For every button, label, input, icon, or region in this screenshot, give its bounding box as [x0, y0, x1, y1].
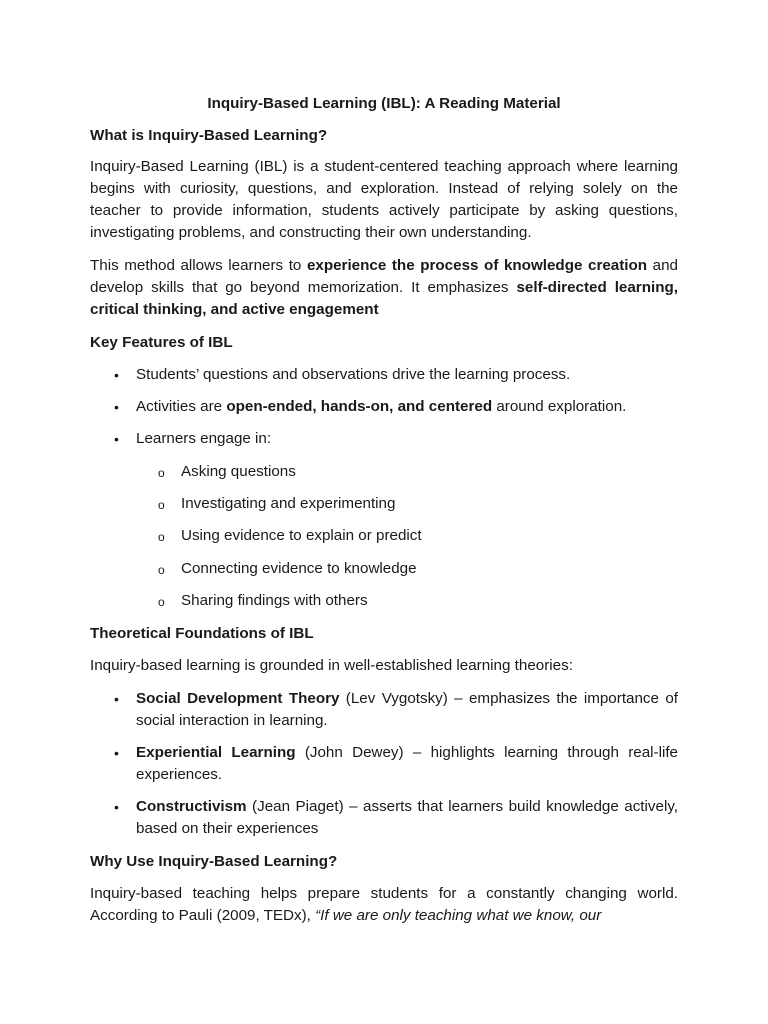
- section-heading-theoretical-foundations: Theoretical Foundations of IBL: [90, 625, 314, 642]
- text-run: (John Dewey) – highlights learning through real-life experiences.: [136, 744, 678, 783]
- paragraph-ibl-method: [90, 255, 678, 321]
- text-run: (Lev Vygotsky) – emphasizes the importance of social interaction in learning.: [136, 690, 678, 729]
- text-run: Activities are: [136, 398, 227, 415]
- section-heading-why-use-ibl: Why Use Inquiry-Based Learning?: [90, 853, 338, 870]
- list-item-text: Students’ questions and observations drive the learning process.: [136, 366, 571, 383]
- paragraph-ibl-definition: Inquiry-Based Learning (IBL) is a student-centered teaching approach where learning begins with curiosity, questions, and exploration. Instead of relying solely on the teacher to provide information, students actively participate by asking questions, investigating problems, and constructing their own understanding.: [90, 158, 678, 241]
- bullet-icon: •: [114, 799, 119, 815]
- list-item: [114, 796, 678, 840]
- text-run: (Jean Piaget) – asserts that learners build knowledge actively, based on their experiences: [136, 798, 678, 837]
- section-heading-what-is-ibl: What is Inquiry-Based Learning?: [90, 127, 328, 144]
- sub-bullet-icon: o: [158, 498, 165, 512]
- sub-list-item: [158, 525, 671, 547]
- italic-quote: “If we are only teaching what we know, our: [315, 907, 602, 924]
- sub-list-item-text: Sharing findings with others: [181, 592, 368, 609]
- bold-text: self-directed learning, critical thinking, and active engagement: [90, 279, 678, 318]
- paragraph-why-ibl: [90, 883, 678, 927]
- list-item: [114, 688, 678, 732]
- sub-bullet-icon: o: [158, 466, 165, 480]
- list-item: [114, 742, 678, 786]
- bullet-icon: •: [114, 745, 119, 761]
- text-run: This method allows learners to: [90, 257, 307, 274]
- paragraph-theories-intro: Inquiry-based learning is grounded in well-established learning theories:: [90, 657, 573, 674]
- sub-bullet-icon: o: [158, 595, 165, 609]
- list-item: [114, 396, 678, 418]
- list-item: [114, 364, 678, 386]
- bold-text: Constructivism: [136, 798, 247, 815]
- sub-list-item-text: Using evidence to explain or predict: [181, 527, 422, 544]
- text-run: around exploration.: [492, 398, 627, 415]
- bold-text: experience the process of knowledge creation: [306, 257, 648, 274]
- document-title: Inquiry-Based Learning (IBL): A Reading Material: [207, 95, 561, 112]
- sub-bullet-icon: o: [158, 563, 165, 577]
- sub-list-item: [158, 493, 671, 515]
- section-heading-key-features: Key Features of IBL: [90, 334, 233, 351]
- bullet-icon: •: [114, 691, 119, 707]
- bullet-icon: •: [114, 367, 119, 383]
- list-item-text: Learners engage in:: [136, 430, 272, 447]
- sub-list-item-text: Investigating and experimenting: [181, 495, 396, 512]
- sub-bullet-icon: o: [158, 530, 165, 544]
- text-run: Inquiry-based teaching helps prepare students for a constantly changing world. According to Pauli (2009, TEDx),: [90, 885, 678, 924]
- bullet-icon: •: [114, 431, 119, 447]
- list-item: [114, 428, 678, 450]
- bullet-icon: •: [114, 399, 119, 415]
- sub-list-item-text: Connecting evidence to knowledge: [181, 560, 417, 577]
- bold-text: Experiential Learning: [136, 744, 296, 761]
- sub-list-item: [158, 590, 671, 612]
- sub-list-item: [158, 461, 671, 483]
- text-run: and develop skills that go beyond memorization. It emphasizes: [90, 257, 678, 296]
- sub-list-item: [158, 558, 671, 580]
- bold-text: open-ended, hands-on, and centered: [226, 398, 493, 415]
- sub-list-item-text: Asking questions: [181, 463, 296, 480]
- bold-text: Social Development Theory: [136, 690, 340, 707]
